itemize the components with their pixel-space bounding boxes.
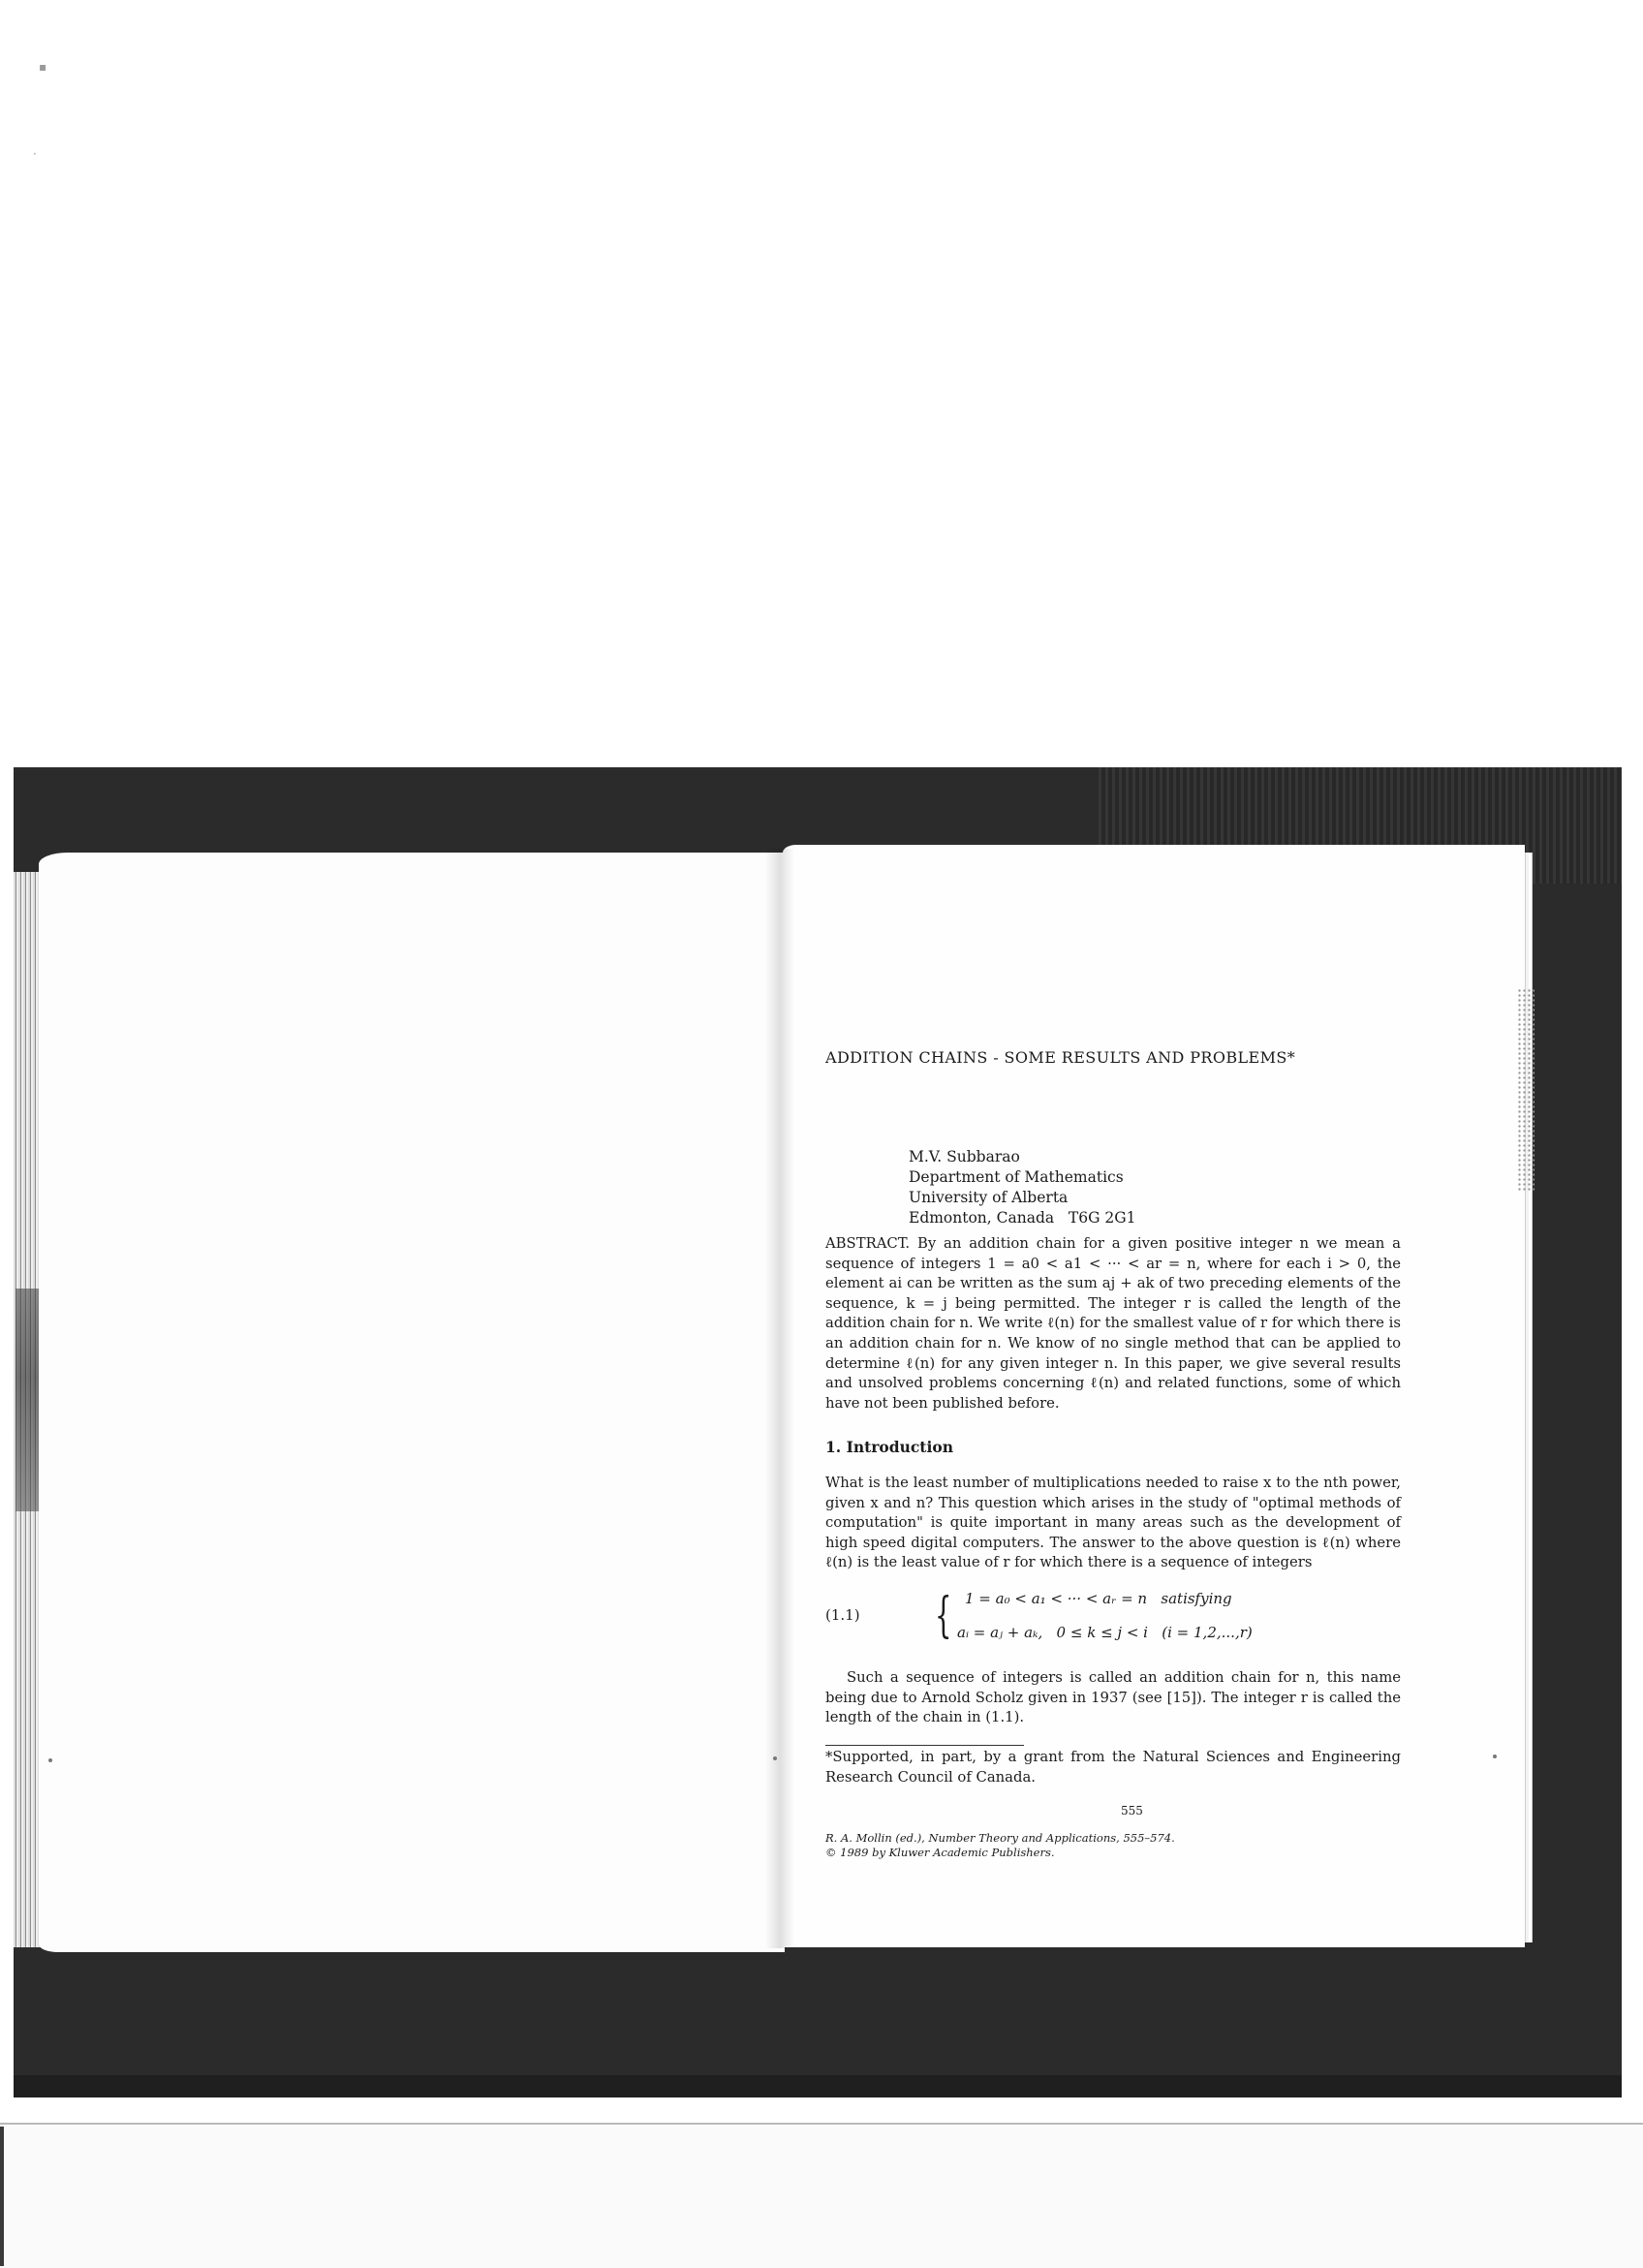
spine-mark — [16, 1289, 39, 1511]
book-gutter — [765, 849, 794, 1948]
equation-line-2: aᵢ = aⱼ + aₖ, 0 ≤ k ≤ j < i (i = 1,2,...,r) — [957, 1624, 1253, 1641]
abstract: ABSTRACT. By an addition chain for a given positive integer n we mean a sequence of integers 1 = a0 < a1 < ··· < ar = n, where for each i > 0, the element ai can be written as the sum aj + ak of two preceding elements of the sequence, k = j being permitted. The integer r is called the length of the addition chain for n. We write ℓ(n) for the smallest value of r for which there is an addition chain for n. We know of no single method that can be applied to determine ℓ(n) for any given integer n. In this paper, we give several results and unsolved problems concerning ℓ(n) and related functions, some of which have not been published before. — [825, 1235, 1401, 1412]
scanner-bottom-edge — [14, 2075, 1622, 2097]
paragraph-2-text: Such a sequence of integers is called an addition chain for n, this name being due to Arnold Scholz given in 1937 (see [15]). The integer r is called the length of the chain in (1.1). — [825, 1669, 1401, 1726]
right-page-texture — [1517, 988, 1534, 1192]
equation-label: (1.1) — [825, 1606, 860, 1624]
scan-speck: ▪ — [39, 60, 47, 74]
page-dot — [1493, 1755, 1497, 1758]
equation-line-1: 1 = a₀ < a₁ < ··· < aᵣ = n satisfying — [965, 1590, 1232, 1607]
equation-brace: { — [935, 1587, 952, 1643]
footnote-rule — [825, 1745, 1024, 1746]
intro-paragraph: What is the least number of multiplications needed to raise x to the nth power, given x and n? This question which arises in the study of "optimal methods of computation" is quite important in many areas such as the development of high speed digital computers. The answer to the above question is ℓ(n) where ℓ(n) is the least value of r for which there is a sequence of integers — [825, 1475, 1401, 1571]
source-line-2: © 1989 by Kluwer Academic Publishers. — [825, 1846, 1055, 1859]
paper-title: ADDITION CHAINS - SOME RESULTS AND PROBLEMS* — [825, 1048, 1296, 1067]
source-line-1: R. A. Mollin (ed.), Number Theory and Applications, 555–574. — [825, 1831, 1175, 1845]
page-dot — [773, 1756, 777, 1760]
author-department: Department of Mathematics — [909, 1168, 1124, 1186]
left-page — [39, 853, 785, 1952]
source-citation — [825, 1831, 1175, 1860]
author-block — [909, 1147, 1136, 1228]
author-name: M.V. Subbarao — [909, 1148, 1020, 1165]
footnote: *Supported, in part, by a grant from the Natural Sciences and Engineering Research Council of Canada. — [825, 1749, 1401, 1786]
next-scan-left-mark — [0, 2127, 4, 2266]
next-scan-edge — [0, 2123, 1643, 2268]
section-heading: 1. Introduction — [825, 1438, 953, 1456]
paragraph-2 — [825, 1668, 1401, 1728]
scan-speck: · — [33, 147, 37, 161]
author-university: University of Alberta — [909, 1189, 1069, 1206]
page-dot — [48, 1758, 52, 1762]
page-number: 555 — [1121, 1804, 1143, 1818]
author-location: Edmonton, Canada T6G 2G1 — [909, 1209, 1136, 1227]
